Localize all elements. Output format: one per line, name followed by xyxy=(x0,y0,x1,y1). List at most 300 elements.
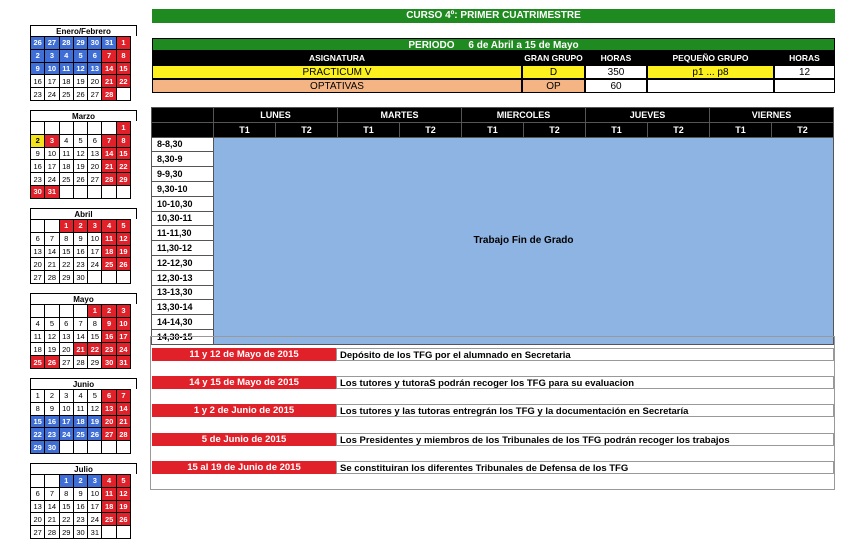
periodo-dates: 6 de Abril a 15 de Mayo xyxy=(468,40,579,51)
calendar-day: 22 xyxy=(116,160,130,173)
calendar-week xyxy=(31,475,131,488)
calendar-day: 23 xyxy=(31,173,45,186)
calendar-day: 25 xyxy=(31,356,45,369)
col-gran-grupo: GRAN GRUPO xyxy=(524,53,583,63)
day-header: LUNES xyxy=(214,108,338,123)
calendar-day: 27 xyxy=(31,526,45,539)
calendar-week xyxy=(31,62,131,75)
calendar-day: 7 xyxy=(45,487,59,500)
periodo-bar xyxy=(152,38,835,51)
calendar-day xyxy=(116,441,130,454)
calendar-day: 1 xyxy=(88,305,102,318)
calendar-day: 22 xyxy=(31,428,45,441)
day-header: JUEVES xyxy=(586,108,710,123)
calendar-day: 20 xyxy=(31,258,45,271)
calendar-day: 20 xyxy=(102,415,116,428)
calendar-day: 5 xyxy=(73,134,87,147)
calendar-day: 8 xyxy=(59,232,73,245)
calendar-title: Julio xyxy=(30,463,137,474)
subject-pequeno-grupo xyxy=(647,79,774,93)
calendar-day: 25 xyxy=(73,428,87,441)
event-text: Se constituiran los diferentes Tribunales de Defensa de los TFG xyxy=(336,461,834,474)
calendar-day: 10 xyxy=(116,317,130,330)
calendar-day: 31 xyxy=(88,526,102,539)
calendar-day: 9 xyxy=(102,317,116,330)
calendar-week xyxy=(31,232,131,245)
calendar-day xyxy=(116,88,130,101)
calendar-day: 4 xyxy=(73,390,87,403)
calendar-day: 15 xyxy=(31,415,45,428)
subjects-header xyxy=(152,51,835,65)
day-header: MARTES xyxy=(338,108,462,123)
calendar-day: 16 xyxy=(45,415,59,428)
calendar-day: 25 xyxy=(59,173,73,186)
calendar-day: 5 xyxy=(88,390,102,403)
event-text: Depósito de los TFG por el alumnado en Secretaria xyxy=(336,348,834,361)
calendar-day: 17 xyxy=(59,415,73,428)
calendar-day: 26 xyxy=(116,513,130,526)
tfg-block xyxy=(214,137,834,344)
col-horas2: HORAS xyxy=(789,53,820,63)
calendar-day: 23 xyxy=(73,258,87,271)
calendar-day xyxy=(88,122,102,135)
calendar-day: 3 xyxy=(88,475,102,488)
corner-cell xyxy=(152,122,214,137)
calendar-day xyxy=(88,441,102,454)
calendar-day: 19 xyxy=(73,160,87,173)
calendar-day xyxy=(73,122,87,135)
calendar-day: 11 xyxy=(102,487,116,500)
calendar-day: 1 xyxy=(31,390,45,403)
calendar-day: 2 xyxy=(31,134,45,147)
tfg-block-label: Trabajo Fin de Grado xyxy=(473,234,574,246)
calendar-day: 24 xyxy=(45,88,59,101)
calendar-day: 17 xyxy=(88,500,102,513)
calendar-day: 12 xyxy=(73,62,87,75)
calendar-day: 1 xyxy=(116,37,130,50)
calendar-day: 10 xyxy=(45,62,59,75)
calendar-day: 29 xyxy=(59,526,73,539)
calendar-day: 12 xyxy=(73,147,87,160)
calendar-day xyxy=(88,185,102,198)
calendar-day xyxy=(59,122,73,135)
calendar-day: 14 xyxy=(45,500,59,513)
calendar-day: 12 xyxy=(88,402,102,415)
calendar-day: 10 xyxy=(88,487,102,500)
time-slot: 10,30-11 xyxy=(152,211,214,226)
event-text: Los tutores y tutoraS podrán recoger los TFG para su evaluacion xyxy=(336,376,834,389)
calendar-day xyxy=(88,271,102,284)
event-date: 5 de Junio de 2015 xyxy=(152,433,336,446)
calendar-day: 17 xyxy=(116,330,130,343)
calendar-day: 6 xyxy=(59,317,73,330)
calendar-week xyxy=(31,428,131,441)
calendar-day: 7 xyxy=(73,317,87,330)
calendar-week xyxy=(31,305,131,318)
calendar-day: 20 xyxy=(59,343,73,356)
calendar-day: 10 xyxy=(45,147,59,160)
calendar-week xyxy=(31,160,131,173)
event-text: Los tutores y las tutoras entregrán los TFG y la documentación en Secretaría xyxy=(336,404,834,417)
calendar-day: 28 xyxy=(116,428,130,441)
calendar-day: 26 xyxy=(73,173,87,186)
calendar-day: 2 xyxy=(73,475,87,488)
calendar-day: 21 xyxy=(102,75,116,88)
calendar-day xyxy=(73,441,87,454)
calendar-day: 8 xyxy=(116,134,130,147)
turn-header: T1 xyxy=(214,122,276,137)
calendar-day: 30 xyxy=(31,185,45,198)
calendar-day xyxy=(73,185,87,198)
calendar-day: 29 xyxy=(59,271,73,284)
calendar-day: 28 xyxy=(102,88,116,101)
calendar-title: Marzo xyxy=(30,110,137,121)
calendar-day: 20 xyxy=(31,513,45,526)
calendar-day: 30 xyxy=(45,441,59,454)
turn-header: T2 xyxy=(400,122,462,137)
calendar-day: 1 xyxy=(59,220,73,233)
calendar-day: 17 xyxy=(45,160,59,173)
calendar-day: 15 xyxy=(88,330,102,343)
calendar-week xyxy=(31,37,131,50)
calendar-week xyxy=(31,441,131,454)
calendar-day xyxy=(116,185,130,198)
calendar-day: 14 xyxy=(73,330,87,343)
calendar-day: 30 xyxy=(102,356,116,369)
calendar-day: 3 xyxy=(45,134,59,147)
calendar-day: 31 xyxy=(102,37,116,50)
time-slot: 14-14,30 xyxy=(152,315,214,330)
calendar-week xyxy=(31,356,131,369)
calendar-day: 18 xyxy=(102,245,116,258)
calendar-day: 19 xyxy=(73,75,87,88)
calendar-day: 27 xyxy=(88,173,102,186)
calendar-day: 22 xyxy=(59,513,73,526)
calendar-day: 3 xyxy=(88,220,102,233)
calendar-day xyxy=(45,220,59,233)
calendar-day: 27 xyxy=(45,37,59,50)
turn-header: T2 xyxy=(772,122,834,137)
calendar-day: 8 xyxy=(31,402,45,415)
calendar-day: 2 xyxy=(102,305,116,318)
calendar-day: 9 xyxy=(45,402,59,415)
calendar-day: 3 xyxy=(45,49,59,62)
weekly-schedule xyxy=(151,107,834,345)
calendar-day: 17 xyxy=(88,245,102,258)
calendar-day: 18 xyxy=(31,343,45,356)
calendar-day: 19 xyxy=(88,415,102,428)
calendar-day: 7 xyxy=(116,390,130,403)
calendar-day: 15 xyxy=(59,245,73,258)
subject-row-practicum xyxy=(152,65,835,79)
calendar-day xyxy=(31,475,45,488)
turn-header: T2 xyxy=(524,122,586,137)
calendar-day: 21 xyxy=(45,513,59,526)
calendar-week xyxy=(31,147,131,160)
calendar-week xyxy=(31,185,131,198)
calendar-title: Junio xyxy=(30,378,137,389)
calendar-day: 12 xyxy=(116,232,130,245)
calendar-day: 26 xyxy=(45,356,59,369)
calendar-day: 9 xyxy=(73,232,87,245)
calendar-week xyxy=(31,258,131,271)
calendar-day: 27 xyxy=(88,88,102,101)
calendar-day: 26 xyxy=(73,88,87,101)
calendar-day xyxy=(102,526,116,539)
turn-header: T2 xyxy=(648,122,710,137)
calendar-week xyxy=(31,343,131,356)
col-horas: HORAS xyxy=(600,53,632,63)
calendar-day: 15 xyxy=(59,500,73,513)
calendar-day: 11 xyxy=(102,232,116,245)
turn-header: T1 xyxy=(462,122,524,137)
calendar-week xyxy=(31,317,131,330)
calendar-title: Mayo xyxy=(30,293,137,304)
calendar-grid xyxy=(30,36,131,101)
calendar-day: 31 xyxy=(45,185,59,198)
col-asignatura: ASIGNATURA xyxy=(308,53,366,63)
calendar-day: 12 xyxy=(116,487,130,500)
calendar-day: 16 xyxy=(31,160,45,173)
calendar-day: 28 xyxy=(73,356,87,369)
calendar-day: 10 xyxy=(88,232,102,245)
calendar-day: 6 xyxy=(31,487,45,500)
subject-horas2 xyxy=(774,79,835,93)
subject-horas2: 12 xyxy=(774,65,835,79)
calendar-week xyxy=(31,513,131,526)
calendar-day xyxy=(31,220,45,233)
subject-horas: 60 xyxy=(585,79,647,93)
calendar-day: 20 xyxy=(88,75,102,88)
calendar-day: 18 xyxy=(102,500,116,513)
calendar-day: 8 xyxy=(59,487,73,500)
calendar-day: 5 xyxy=(73,49,87,62)
corner-cell xyxy=(152,108,214,123)
calendar-day xyxy=(116,271,130,284)
calendar-day xyxy=(31,305,45,318)
calendar-week xyxy=(31,402,131,415)
calendar-week xyxy=(31,271,131,284)
calendar-day: 23 xyxy=(102,343,116,356)
time-slot: 10-10,30 xyxy=(152,196,214,211)
calendar-week xyxy=(31,487,131,500)
time-slot: 12,30-13 xyxy=(152,270,214,285)
calendar-title: Enero/Febrero xyxy=(30,25,137,36)
time-slot: 13-13,30 xyxy=(152,285,214,300)
calendar-day xyxy=(59,305,73,318)
calendar-day: 3 xyxy=(59,390,73,403)
calendar-day: 13 xyxy=(31,500,45,513)
subject-gran-grupo: D xyxy=(522,65,585,79)
calendar-day: 5 xyxy=(45,317,59,330)
calendar-day: 29 xyxy=(116,173,130,186)
calendar-day: 26 xyxy=(88,428,102,441)
calendar-day: 8 xyxy=(116,49,130,62)
calendar-day: 14 xyxy=(102,62,116,75)
turn-header: T1 xyxy=(710,122,772,137)
calendar-day: 26 xyxy=(116,258,130,271)
calendar-day xyxy=(102,185,116,198)
calendar-day: 24 xyxy=(59,428,73,441)
calendar-day: 22 xyxy=(116,75,130,88)
calendar-day: 7 xyxy=(102,134,116,147)
calendar-day: 16 xyxy=(73,500,87,513)
calendar-day xyxy=(59,185,73,198)
calendar-day: 28 xyxy=(59,37,73,50)
calendar-day: 22 xyxy=(88,343,102,356)
calendar-day: 21 xyxy=(73,343,87,356)
calendar-day: 4 xyxy=(59,134,73,147)
calendar-day: 30 xyxy=(73,271,87,284)
calendar-day: 7 xyxy=(102,49,116,62)
calendar-day: 9 xyxy=(31,62,45,75)
calendar-day: 17 xyxy=(45,75,59,88)
calendar-day: 14 xyxy=(45,245,59,258)
calendar-day: 11 xyxy=(73,402,87,415)
calendar-day: 4 xyxy=(31,317,45,330)
calendar-day: 28 xyxy=(45,526,59,539)
day-header: MIERCOLES xyxy=(462,108,586,123)
calendar-day: 25 xyxy=(59,88,73,101)
calendar-day: 19 xyxy=(116,500,130,513)
calendar-day xyxy=(45,305,59,318)
event-date: 15 al 19 de Junio de 2015 xyxy=(152,461,336,474)
col-pequeno-grupo: PEQUEÑO GRUPO xyxy=(672,53,749,63)
time-slot: 9-9,30 xyxy=(152,167,214,182)
calendar-grid xyxy=(30,389,131,454)
calendar-week xyxy=(31,415,131,428)
calendar-week xyxy=(31,220,131,233)
calendar-day: 21 xyxy=(102,160,116,173)
calendar-day xyxy=(59,441,73,454)
calendar-day: 6 xyxy=(88,134,102,147)
calendar-day: 14 xyxy=(116,402,130,415)
calendar-day: 27 xyxy=(59,356,73,369)
time-slot: 8,30-9 xyxy=(152,152,214,167)
calendar-week xyxy=(31,49,131,62)
calendar-day: 13 xyxy=(88,147,102,160)
calendar-day: 29 xyxy=(73,37,87,50)
calendar-day: 27 xyxy=(31,271,45,284)
calendar-day: 15 xyxy=(116,147,130,160)
event-date: 1 y 2 de Junio de 2015 xyxy=(152,404,336,417)
calendar-day xyxy=(102,271,116,284)
calendar-day: 24 xyxy=(116,343,130,356)
calendar-day: 26 xyxy=(31,37,45,50)
calendar-week xyxy=(31,330,131,343)
calendar-grid xyxy=(30,474,131,539)
calendar-grid xyxy=(30,304,131,369)
calendar-day xyxy=(102,441,116,454)
calendar-day: 13 xyxy=(88,62,102,75)
calendar-day: 23 xyxy=(73,513,87,526)
calendar-day: 24 xyxy=(88,258,102,271)
calendar-day: 24 xyxy=(45,173,59,186)
subject-horas: 350 xyxy=(585,65,647,79)
calendar-day: 8 xyxy=(88,317,102,330)
calendar-day: 28 xyxy=(102,173,116,186)
calendar-week xyxy=(31,75,131,88)
subject-row-optativas xyxy=(152,79,835,93)
calendar-day: 18 xyxy=(59,75,73,88)
calendar-grid xyxy=(30,219,131,284)
calendar-day: 23 xyxy=(45,428,59,441)
event-text: Los Presidentes y miembros de los Tribunales de los TFG podrán recoger los trabajos xyxy=(336,433,834,446)
calendar-day: 29 xyxy=(88,356,102,369)
turn-header: T1 xyxy=(586,122,648,137)
time-slot: 8-8,30 xyxy=(152,137,214,152)
calendar-day: 12 xyxy=(45,330,59,343)
calendar-day: 21 xyxy=(45,258,59,271)
calendar-day: 16 xyxy=(102,330,116,343)
calendar-day: 15 xyxy=(116,62,130,75)
calendar-week xyxy=(31,245,131,258)
calendar-day: 4 xyxy=(102,475,116,488)
calendar-day: 13 xyxy=(102,402,116,415)
calendar-day: 31 xyxy=(116,356,130,369)
calendar-day: 4 xyxy=(102,220,116,233)
calendar-week xyxy=(31,134,131,147)
calendar-day xyxy=(102,122,116,135)
calendar-day: 30 xyxy=(73,526,87,539)
time-slot: 9,30-10 xyxy=(152,181,214,196)
calendar-day: 5 xyxy=(116,220,130,233)
subject-name: PRACTICUM V xyxy=(152,65,522,79)
calendar-day xyxy=(116,526,130,539)
time-slot: 11-11,30 xyxy=(152,226,214,241)
calendar-day: 22 xyxy=(59,258,73,271)
time-slot: 13,30-14 xyxy=(152,300,214,315)
calendar-day: 16 xyxy=(73,245,87,258)
calendar-day: 27 xyxy=(102,428,116,441)
event-date: 14 y 15 de Mayo de 2015 xyxy=(152,376,336,389)
calendar-day xyxy=(31,122,45,135)
event-date: 11 y 12 de Mayo de 2015 xyxy=(152,348,336,361)
calendar-day: 5 xyxy=(116,475,130,488)
calendar-day: 30 xyxy=(88,37,102,50)
calendar-day: 6 xyxy=(102,390,116,403)
calendar-day: 28 xyxy=(45,271,59,284)
subject-name: OPTATIVAS xyxy=(152,79,522,93)
calendar-day: 3 xyxy=(116,305,130,318)
subject-gran-grupo: OP xyxy=(522,79,585,93)
time-slot: 12-12,30 xyxy=(152,255,214,270)
calendar-day: 25 xyxy=(102,513,116,526)
calendar-week xyxy=(31,122,131,135)
calendar-day: 23 xyxy=(31,88,45,101)
calendar-day xyxy=(45,475,59,488)
calendar-day: 13 xyxy=(59,330,73,343)
calendar-day: 25 xyxy=(102,258,116,271)
calendar-day: 19 xyxy=(45,343,59,356)
calendar-day: 7 xyxy=(45,232,59,245)
subject-pequeno-grupo: p1 ... p8 xyxy=(647,65,774,79)
calendar-day: 14 xyxy=(102,147,116,160)
calendar-title: Abril xyxy=(30,208,137,219)
calendar-week xyxy=(31,390,131,403)
calendar-day: 9 xyxy=(31,147,45,160)
calendar-grid xyxy=(30,121,131,199)
calendar-week xyxy=(31,88,131,101)
calendar-day: 24 xyxy=(88,513,102,526)
calendar-day: 6 xyxy=(88,49,102,62)
calendar-day: 11 xyxy=(31,330,45,343)
calendar-week xyxy=(31,500,131,513)
calendar-day: 2 xyxy=(45,390,59,403)
calendar-day: 11 xyxy=(59,62,73,75)
calendar-day: 20 xyxy=(88,160,102,173)
calendar-day: 16 xyxy=(31,75,45,88)
